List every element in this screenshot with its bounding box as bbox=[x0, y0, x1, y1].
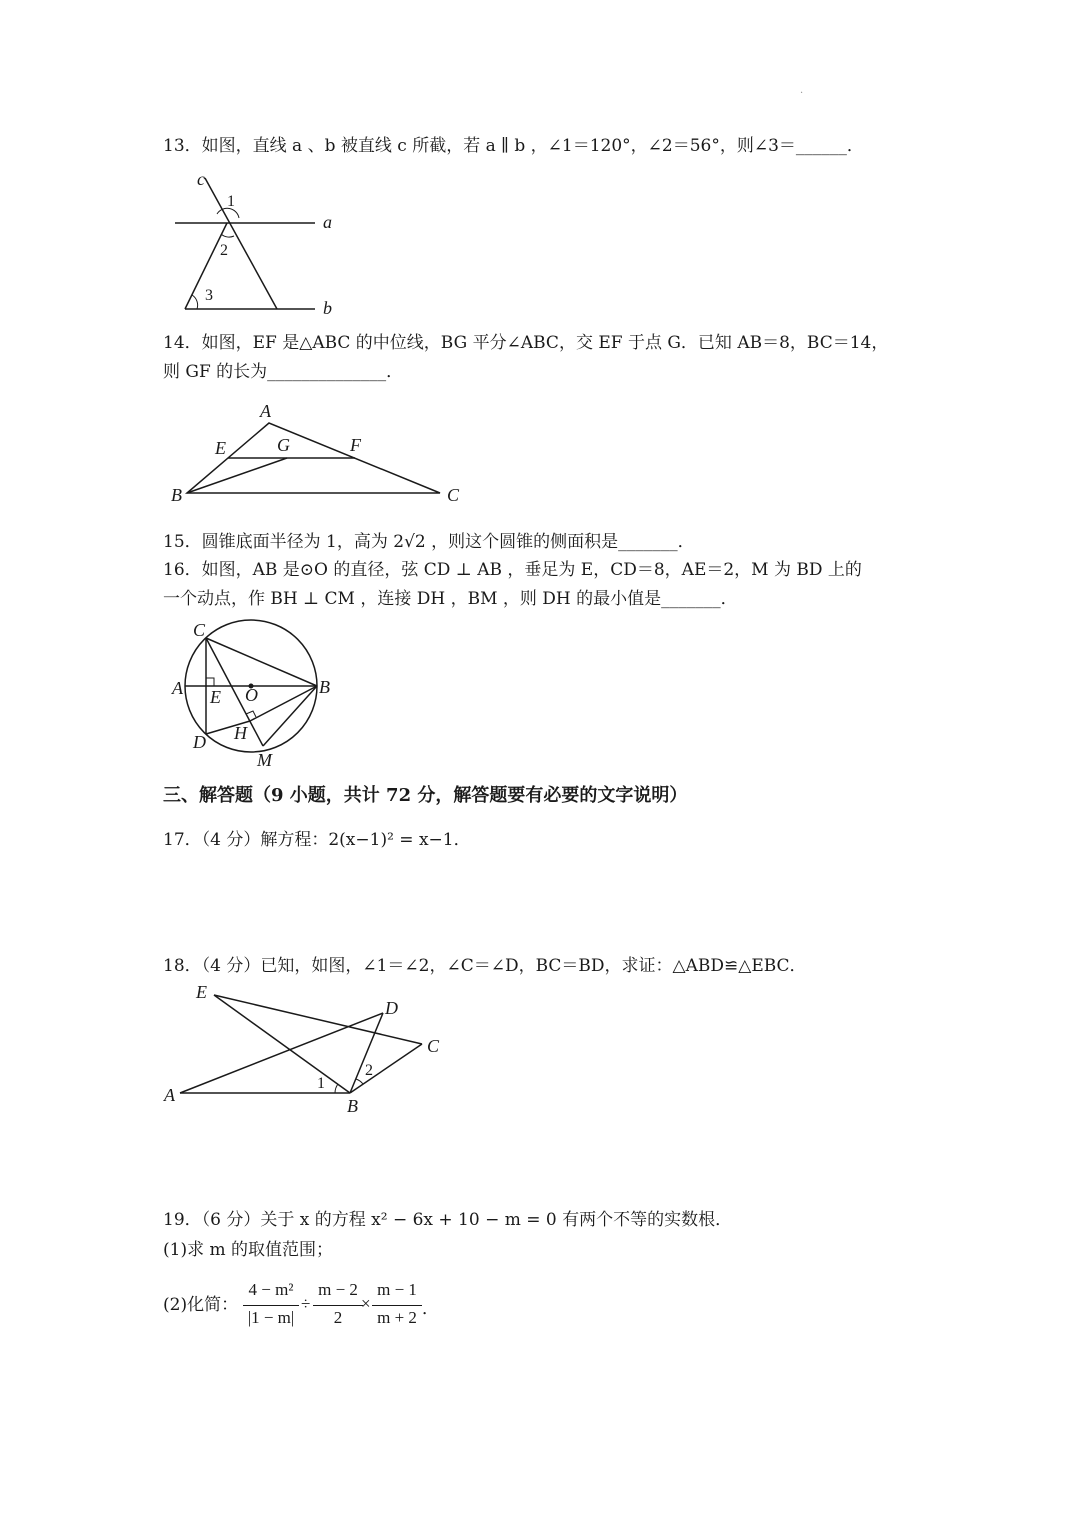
fraction-2 bbox=[313, 1280, 363, 1332]
label-2: 2 bbox=[220, 242, 228, 259]
fraction-1-denominator: |1 − m| bbox=[247, 1308, 295, 1327]
fraction-3-bar bbox=[372, 1305, 422, 1306]
fraction-1-numerator: 4 − m² bbox=[248, 1280, 294, 1299]
label-M: M bbox=[257, 750, 272, 770]
label-2: 2 bbox=[365, 1062, 373, 1079]
label-1: 1 bbox=[317, 1075, 325, 1092]
q13-text: 13．如图，直线 a 、b 被直线 c 所截，若 a ∥ b ，∠1＝120°，∠2＝56°，则∠3＝______． bbox=[163, 136, 864, 156]
fraction-2-denominator: 2 bbox=[333, 1308, 343, 1327]
angle-2-arc bbox=[221, 234, 234, 237]
label-B: B bbox=[319, 677, 330, 697]
label-O: O bbox=[245, 685, 258, 705]
fraction-3-numerator: m − 1 bbox=[377, 1280, 417, 1299]
section-3-heading: 三、解答题（9 小题，共计 72 分，解答题要有必要的文字说明） bbox=[163, 785, 688, 806]
segment-eb bbox=[214, 995, 350, 1093]
fraction-2-bar bbox=[313, 1305, 363, 1306]
expression-end: ． bbox=[422, 1299, 439, 1318]
label-C: C bbox=[447, 485, 460, 505]
page-mark: · bbox=[800, 88, 804, 99]
label-D: D bbox=[193, 732, 206, 752]
q19-part2-prefix: (2)化简： bbox=[163, 1295, 239, 1315]
label-c: c bbox=[197, 169, 205, 189]
label-D: D bbox=[385, 998, 398, 1018]
label-E: E bbox=[215, 438, 226, 458]
q15-text: 15．圆锥底面半径为 1，高为 2√2 ，则这个圆锥的侧面积是_______． bbox=[163, 532, 695, 552]
q19-part1: (1)求 m 的取值范围； bbox=[163, 1240, 334, 1260]
label-a: a bbox=[323, 212, 332, 232]
label-G: G bbox=[277, 435, 290, 455]
q18-figure bbox=[160, 980, 460, 1120]
label-A: A bbox=[164, 1085, 175, 1105]
fraction-1-bar bbox=[243, 1305, 299, 1306]
label-E: E bbox=[196, 982, 207, 1002]
q16-figure bbox=[165, 618, 345, 773]
fraction-3 bbox=[372, 1280, 422, 1332]
label-b: b bbox=[323, 298, 332, 318]
angle-2-arc bbox=[356, 1079, 363, 1084]
divide-sign: ÷ bbox=[301, 1294, 311, 1313]
q14-line1: 14．如图，EF 是△ABC 的中位线，BG 平分∠ABC，交 EF 于点 G．已知 AB＝8，BC＝14， bbox=[163, 333, 889, 353]
q19-text: 19．（6 分）关于 x 的方程 x² − 6x + 10 − m = 0 有两个不等的实数根． bbox=[163, 1210, 733, 1230]
line-c bbox=[205, 178, 277, 309]
segment-ad bbox=[180, 1013, 383, 1093]
fraction-3-denominator: m + 2 bbox=[377, 1308, 417, 1327]
segment-bh bbox=[250, 686, 317, 721]
label-1: 1 bbox=[227, 193, 235, 210]
q13-figure bbox=[165, 168, 350, 318]
angle-3-arc bbox=[192, 295, 198, 309]
label-A: A bbox=[260, 401, 271, 421]
angle-1-arc bbox=[335, 1084, 338, 1093]
label-B: B bbox=[171, 485, 182, 505]
label-E: E bbox=[210, 687, 221, 707]
times-sign: × bbox=[361, 1294, 371, 1313]
label-B: B bbox=[347, 1096, 358, 1116]
q14-line2: 则 GF 的长为______________． bbox=[163, 362, 404, 382]
label-A: A bbox=[172, 678, 183, 698]
label-C: C bbox=[427, 1036, 440, 1056]
fraction-1 bbox=[243, 1280, 299, 1332]
label-C: C bbox=[193, 620, 206, 640]
q14-figure bbox=[165, 398, 475, 508]
q18-text: 18．（4 分）已知，如图，∠1＝∠2，∠C＝∠D，BC＝BD，求证：△ABD≌△EBC． bbox=[163, 956, 807, 976]
segment-bm bbox=[263, 686, 317, 746]
label-3: 3 bbox=[205, 287, 213, 304]
segment-cb bbox=[206, 638, 317, 686]
q16-line2: 一个动点，作 BH ⊥ CM ，连接 DH ，BM ，则 DH 的最小值是_______． bbox=[163, 589, 738, 609]
label-H: H bbox=[234, 723, 247, 743]
bisector-bg bbox=[187, 458, 287, 493]
fraction-2-numerator: m − 2 bbox=[318, 1280, 358, 1299]
right-angle-e bbox=[206, 678, 214, 686]
q16-line1: 16．如图，AB 是⊙O 的直径，弦 CD ⊥ AB ，垂足为 E，CD＝8，AE＝2，M 为 BD 上的 bbox=[163, 560, 862, 580]
q17-text: 17．（4 分）解方程：2(x−1)² = x−1． bbox=[163, 830, 471, 850]
label-F: F bbox=[350, 435, 361, 455]
